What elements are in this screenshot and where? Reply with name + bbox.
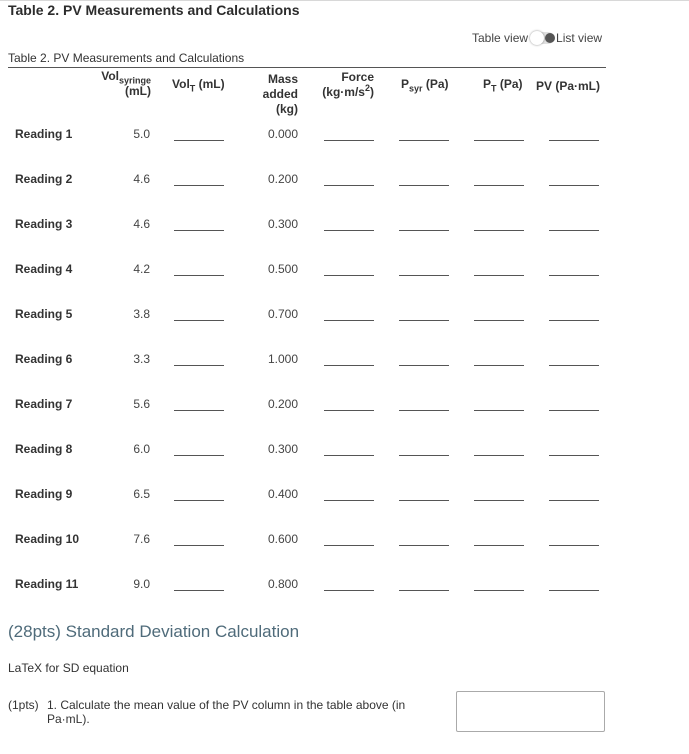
- p-t-blank[interactable]: [474, 500, 524, 501]
- force-blank[interactable]: [324, 365, 374, 366]
- header-vol-syringe: Vol$_{syringe}$ (mL): [101, 69, 151, 98]
- row-label: Reading 8: [15, 442, 73, 456]
- vol-t-blank[interactable]: [174, 365, 224, 366]
- p-syr-blank[interactable]: [399, 185, 449, 186]
- row-label: Reading 2: [15, 172, 73, 186]
- p-t-blank[interactable]: [474, 455, 524, 456]
- force-blank[interactable]: [324, 140, 374, 141]
- vol-syringe-cell: 5.6: [133, 397, 150, 411]
- p-syr-blank[interactable]: [399, 230, 449, 231]
- vol-t-blank[interactable]: [174, 500, 224, 501]
- pv-blank[interactable]: [549, 140, 599, 141]
- toggle-indicator-icon: [545, 33, 555, 43]
- table-view-label[interactable]: Table view: [472, 31, 529, 45]
- pv-blank[interactable]: [549, 410, 599, 411]
- latex-label: LaTeX for SD equation: [8, 661, 129, 675]
- row-label: Reading 7: [15, 397, 73, 411]
- header-mass-added: Mass added (kg): [262, 72, 298, 116]
- force-blank[interactable]: [324, 230, 374, 231]
- caption-divider: [8, 67, 606, 68]
- toggle-switch[interactable]: [532, 32, 554, 44]
- vol-syringe-cell: 5.0: [133, 127, 150, 141]
- vol-syringe-cell: 7.6: [133, 532, 150, 546]
- toggle-knob: [530, 31, 544, 45]
- list-view-label[interactable]: List view: [556, 31, 603, 45]
- row-label: Reading 6: [15, 352, 73, 366]
- mass-added-cell: 0.300: [267, 442, 298, 456]
- force-blank[interactable]: [324, 590, 374, 591]
- pv-blank[interactable]: [549, 185, 599, 186]
- row-label: Reading 10: [15, 532, 80, 546]
- vol-syringe-cell: 4.2: [133, 262, 150, 276]
- row-label: Reading 4: [15, 262, 73, 276]
- p-t-blank[interactable]: [474, 185, 524, 186]
- mass-added-cell: 0.500: [267, 262, 298, 276]
- force-blank[interactable]: [324, 455, 374, 456]
- pv-blank[interactable]: [549, 230, 599, 231]
- p-syr-blank[interactable]: [399, 320, 449, 321]
- section-title: (28pts) Standard Deviation Calculation: [8, 622, 300, 641]
- force-blank[interactable]: [324, 275, 374, 276]
- row-label: Reading 11: [15, 577, 79, 591]
- mass-added-cell: 0.800: [267, 577, 298, 591]
- vol-syringe-cell: 9.0: [133, 577, 150, 591]
- row-label: Reading 5: [15, 307, 73, 321]
- p-syr-blank[interactable]: [399, 500, 449, 501]
- mass-added-cell: 0.200: [267, 172, 298, 186]
- mass-added-cell: 1.000: [267, 352, 298, 366]
- p-t-blank[interactable]: [474, 230, 524, 231]
- mass-added-cell: 0.400: [267, 487, 298, 501]
- row-label: Reading 1: [15, 127, 73, 141]
- mass-added-cell: 0.200: [267, 397, 298, 411]
- vol-t-blank[interactable]: [174, 275, 224, 276]
- vol-syringe-cell: 6.5: [133, 487, 150, 501]
- vol-syringe-cell: 3.3: [133, 352, 150, 366]
- pv-blank[interactable]: [549, 275, 599, 276]
- vol-syringe-cell: 6.0: [133, 442, 150, 456]
- p-t-blank[interactable]: [474, 320, 524, 321]
- p-t-blank[interactable]: [474, 365, 524, 366]
- vol-t-blank[interactable]: [174, 320, 224, 321]
- vol-syringe-cell: 4.6: [133, 217, 150, 231]
- pv-blank[interactable]: [549, 590, 599, 591]
- top-divider: [0, 0, 689, 1]
- p-t-blank[interactable]: [474, 590, 524, 591]
- force-blank[interactable]: [324, 500, 374, 501]
- p-syr-blank[interactable]: [399, 140, 449, 141]
- view-toggle[interactable]: [472, 31, 602, 45]
- table-caption: Table 2. PV Measurements and Calculations: [8, 51, 245, 65]
- p-syr-blank[interactable]: [399, 275, 449, 276]
- pv-blank[interactable]: [549, 320, 599, 321]
- vol-t-blank[interactable]: [174, 410, 224, 411]
- force-blank[interactable]: [324, 185, 374, 186]
- question-text: 1. Calculate the mean value of the PV column in the table above (in Pa·mL).: [47, 698, 406, 726]
- header-p-syr: $P_{syr}$ (Pa): [401, 77, 449, 94]
- p-syr-blank[interactable]: [399, 365, 449, 366]
- p-syr-blank[interactable]: [399, 455, 449, 456]
- pv-blank[interactable]: [549, 455, 599, 456]
- header-pv: PV (Pa·mL): [536, 79, 601, 93]
- pv-blank[interactable]: [549, 545, 599, 546]
- mass-added-cell: 0.300: [267, 217, 298, 231]
- vol-t-blank[interactable]: [174, 590, 224, 591]
- p-t-blank[interactable]: [474, 140, 524, 141]
- page-title: Table 2. PV Measurements and Calculations: [8, 2, 300, 18]
- vol-t-blank[interactable]: [174, 230, 224, 231]
- vol-t-blank[interactable]: [174, 545, 224, 546]
- p-t-blank[interactable]: [474, 275, 524, 276]
- p-syr-blank[interactable]: [399, 410, 449, 411]
- force-blank[interactable]: [324, 320, 374, 321]
- question-points: (1pts): [8, 698, 39, 712]
- p-t-blank[interactable]: [474, 410, 524, 411]
- row-label: Reading 9: [15, 487, 73, 501]
- vol-t-blank[interactable]: [174, 140, 224, 141]
- vol-t-blank[interactable]: [174, 455, 224, 456]
- p-syr-blank[interactable]: [399, 590, 449, 591]
- header-force: Force $(kg\cdot m/s^2)$: [322, 70, 374, 99]
- mean-pv-answer-input[interactable]: [456, 691, 605, 732]
- p-t-blank[interactable]: [474, 545, 524, 546]
- row-label: Reading 3: [15, 217, 73, 231]
- header-p-t: $P_T$ (Pa): [483, 77, 523, 94]
- force-blank[interactable]: [324, 410, 374, 411]
- mass-added-cell: 0.700: [267, 307, 298, 321]
- mass-added-cell: 0.000: [267, 127, 298, 141]
- p-syr-blank[interactable]: [399, 545, 449, 546]
- vol-syringe-cell: 3.8: [133, 307, 150, 321]
- pv-blank[interactable]: [549, 500, 599, 501]
- force-blank[interactable]: [324, 545, 374, 546]
- header-vol-t: Vol$_T$ (mL): [172, 77, 225, 94]
- vol-t-blank[interactable]: [174, 185, 224, 186]
- mass-added-cell: 0.600: [267, 532, 298, 546]
- pv-blank[interactable]: [549, 365, 599, 366]
- vol-syringe-cell: 4.6: [133, 172, 150, 186]
